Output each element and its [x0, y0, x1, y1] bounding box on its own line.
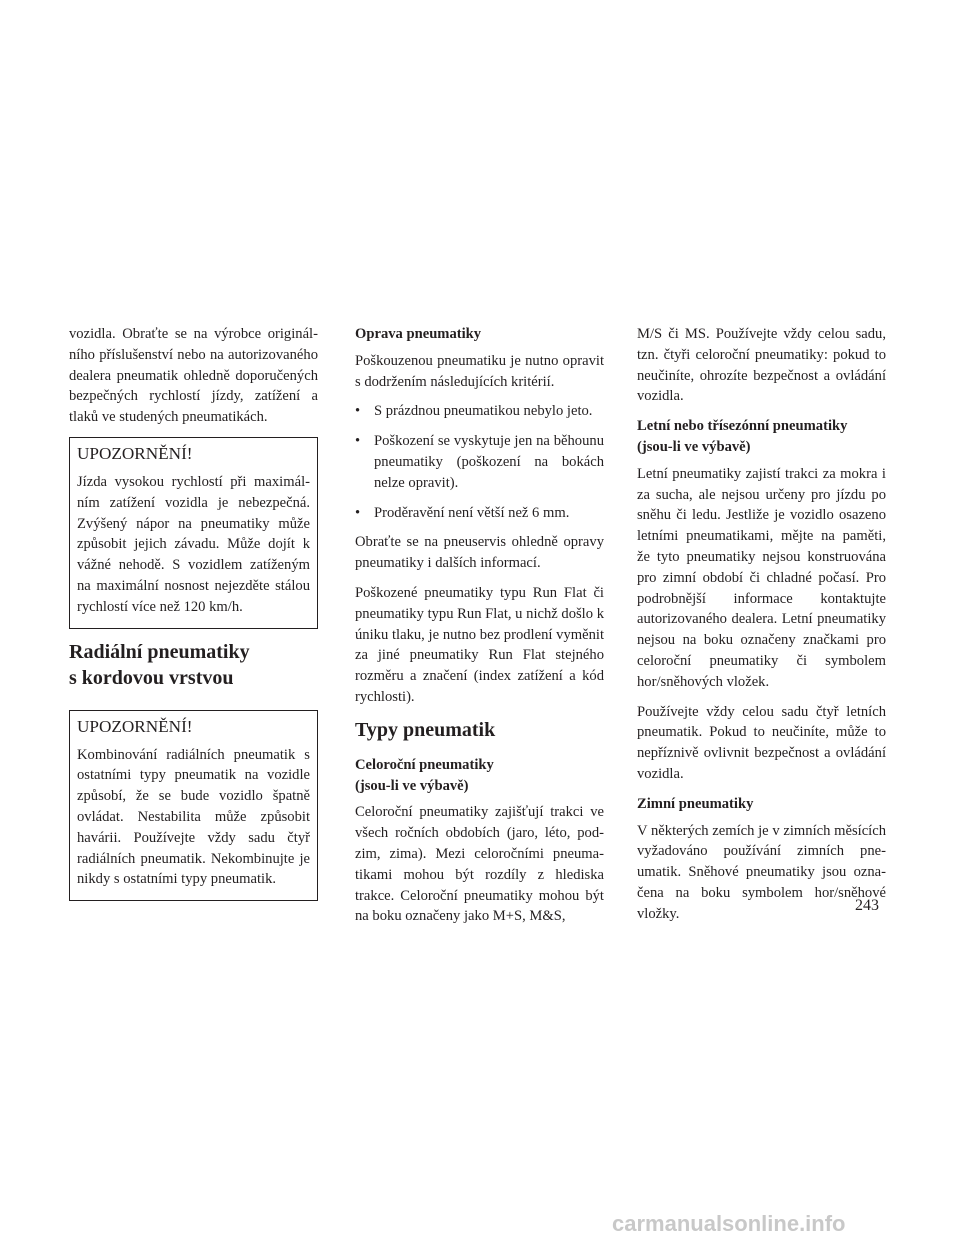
- bullet-item: [355, 431, 604, 493]
- repair-intro: Poškouzenou pneumatiku je nutno opravit s dodržením následujících kritérií.: [355, 352, 604, 390]
- bullet-item: [355, 503, 604, 524]
- warning-text: Kombinování radiálních pneumatik s ostatními typy pneumatik na vozidle způsobí, že se bude vozidlo špatně ovládat. Nestabilita může způsobit havárii. Používejte vždy sadu čtyř radiálních pneumatik. Nekombinujte je nikdy s ostatními typy pneumatik.: [77, 746, 310, 888]
- repair-contact: Obraťte se na pneuservis ohledně opravy pneumatiky i dalších informací.: [355, 534, 604, 572]
- page-number: 243: [855, 897, 879, 914]
- bullet-dot: •: [355, 433, 361, 450]
- warning-box-speed: [69, 437, 318, 629]
- subheading-summer: [637, 416, 886, 458]
- allseason-continued: M/S či MS. Používejte vždy celou sadu, tzn. čtyři celoroční pneumatiky: pokud to neučiníte, ohrozíte bezpečnost a ovládání vozidla.: [637, 326, 886, 405]
- warning-title: UPOZORNĚNÍ!: [77, 716, 193, 736]
- heading-line: Radiální pneumatiky: [69, 640, 250, 663]
- summer-paragraph: Letní pneumatiky zajistí trakci za mokra i za sucha, ale nejsou určeny pro jízdu po sněhu či ledu. Jestliže je vozidlo osazeno letními pneumatikami, mějte na paměti, že tyto pneumatiky nejsou konstruována pro zimní období či chladné počasí. Pro podrobnější informace kontaktujte autorizovaného dealera. Letní pneumatiky nejsou na boku označeny značkami pro celoroční pneumatiky či symbolem hor/sněhových vložek.: [637, 465, 886, 690]
- warning-title: UPOZORNĚNÍ!: [77, 443, 193, 463]
- bullet-text: Proděravění není větší než 6 mm.: [374, 504, 570, 521]
- column-right: [637, 324, 886, 934]
- heading-line: s kordovou vrstvou: [69, 666, 234, 689]
- warning-box-radial: [69, 710, 318, 902]
- subheading-line: (jsou-li ve výbavě): [355, 777, 469, 794]
- subheading-line: Celoroční pneumatiky: [355, 756, 494, 773]
- subheading-repair: Oprava pneumatiky: [355, 326, 482, 342]
- watermark-text: carmanualsonline.info: [612, 1211, 846, 1236]
- bullet-dot: •: [355, 504, 361, 521]
- winter-paragraph: V některých zemích je v zimních měsících vyžadováno používání zimních pneumatik. Sněhové pneumatiky jsou označena na boku symbolem hor/sněhové vložky.: [637, 822, 886, 922]
- allseason-paragraph: Celoroční pneumatiky zajišťují trakci ve všech ročních obdobích (jaro, léto, podzim, zima). Mezi celoročními pneumatikami mohou být rozdíly z hlediska trakce. Celoroční pneumatiky mohou být na boku označeny jako M+S, M&S,: [355, 804, 604, 925]
- bullet-dot: •: [355, 403, 361, 420]
- column-middle: [355, 324, 604, 936]
- subheading-line: (jsou-li ve výbavě): [637, 438, 751, 455]
- subheading-allseason: [355, 755, 604, 797]
- footer-watermark: [0, 1207, 960, 1242]
- section-heading-types: Typy pneumatik: [355, 718, 496, 741]
- section-heading-radial: [69, 639, 318, 691]
- bullet-text: S prázdnou pneumatikou nebylo jeto.: [374, 403, 593, 420]
- column-left: [69, 324, 318, 911]
- subheading-line: Letní nebo třísezónní pneumatiky: [637, 418, 848, 435]
- warning-text: Jízda vysokou rychlostí při maximálním zatížení vozidla je nebezpečná. Zvýšený nápor na pneumatiky může způsobit jejich závadu. Může dojít k vážné nehodě. S vozidlem zatíženým na maximální nosnost nejezděte stálou rychlostí více než 120 km/h.: [77, 473, 310, 615]
- bullet-text: Poškození se vyskytuje jen na běhounu pneumatiky (poškození na bokách nelze opravit).: [374, 433, 604, 491]
- intro-paragraph: vozidla. Obraťte se na výrobce originálního příslušenství nebo na autorizovaného dealera pneumatik ohledně doporučených bezpečných rychlostí jízdy, zatížení a tlaků ve studených pneumatikách.: [69, 326, 318, 426]
- bullet-item: [355, 401, 604, 422]
- runflat-paragraph: Poškozené pneumatiky typu Run Flat či pneumatiky typu Run Flat, u nichž došlo k úniku tlaku, je nutno bez prodlení vyměnit za jiné pneumatiky Run Flat stejného rozměru a značení (index zatížení a kód rychlosti).: [355, 584, 604, 705]
- subheading-winter: Zimní pneumatiky: [637, 795, 754, 812]
- summer-paragraph-2: Používejte vždy celou sadu čtyř letních pneumatik. Pokud to neučiníte, může to nepříznivě ovlivnit bezpečnost a ovládání vozidla.: [637, 703, 886, 782]
